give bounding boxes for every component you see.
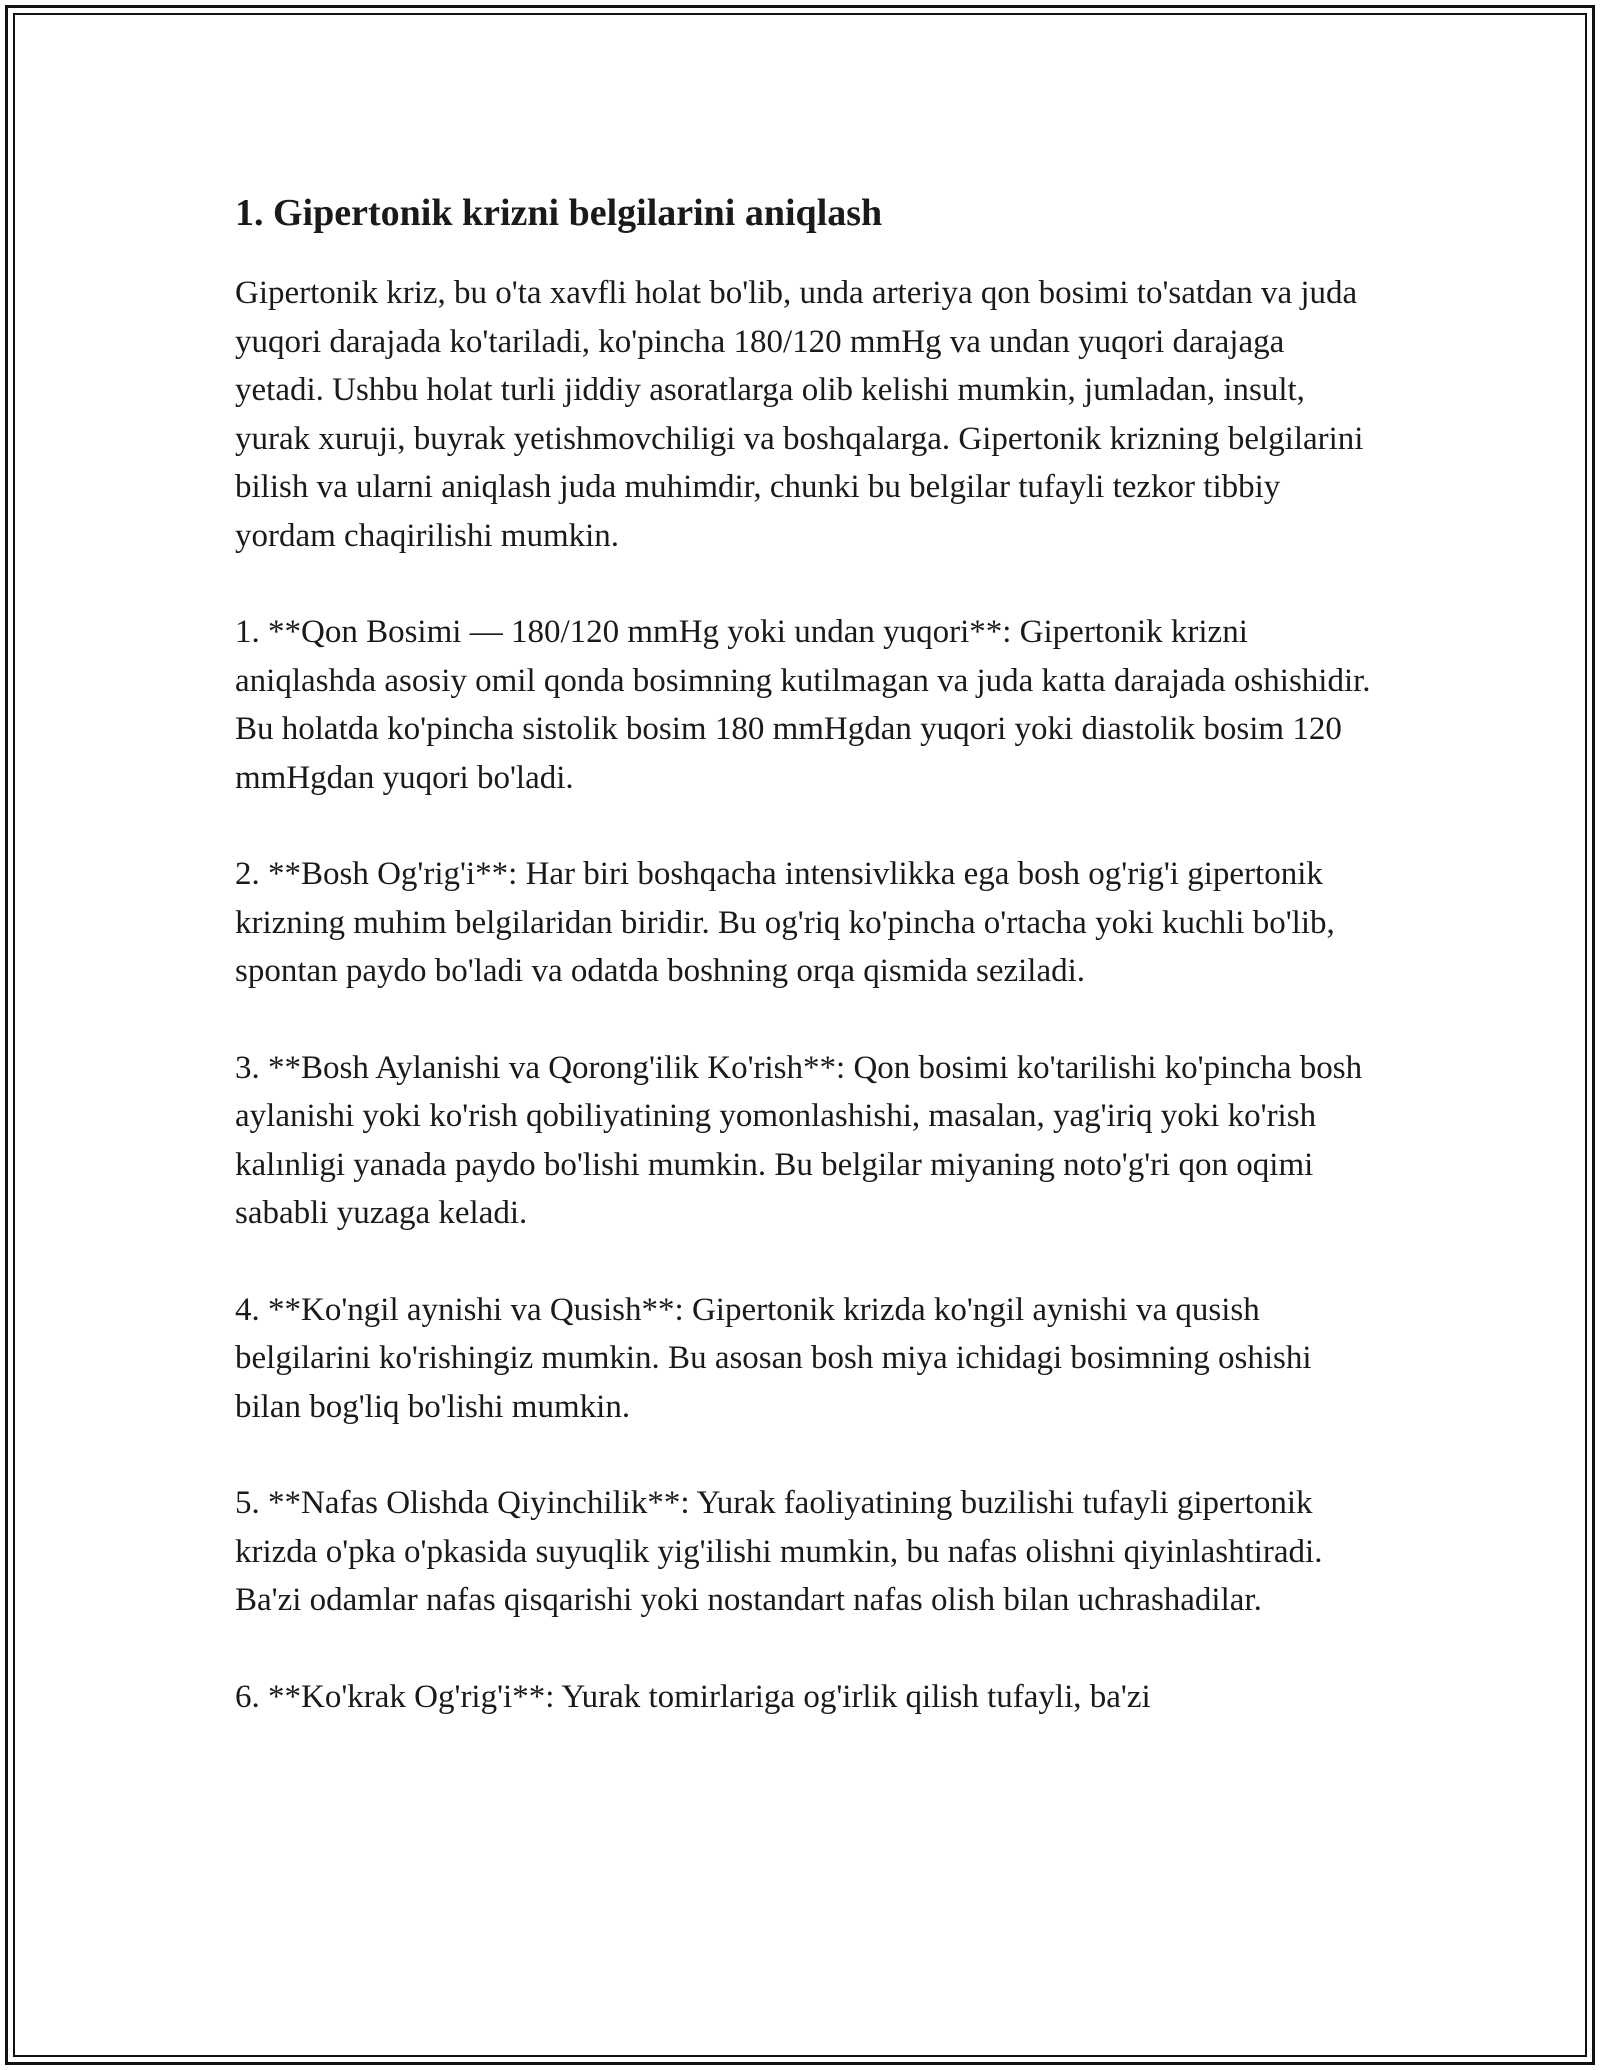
intro-paragraph: Gipertonik kriz, bu o'ta xavfli holat bo'lib, unda arteriya qon bosimi to'satdan va juda yuqori darajada ko'tariladi, ko'pincha 180/120 mmHg va undan yuqori darajaga yetadi. Ushbu holat turli jiddiy asoratlarga olib kelishi mumkin, jumladan, insult, yurak xuruji, buyrak yetishmovchiligi va boshqalarga. Gipertonik krizning belgilarini bilish va ularni aniqlash juda muhimdir, chunki bu belgilar tufayli tezkor tibbiy yordam chaqirilishi mumkin. (235, 275, 1364, 554)
list-item-nausea: 4. **Ko'ngil aynishi va Qusish**: Gipertonik krizda ko'ngil aynishi va qusish belgilarini ko'rishingiz mumkin. Bu asosan bosh miya ichidagi bosimning oshishi bilan bog'liq bo'lishi mumkin. (235, 1291, 1312, 1425)
list-item-breathing: 5. **Nafas Olishda Qiyinchilik**: Yurak faoliyatining buzilishi tufayli gipertonik krizda o'pka o'pkasida suyuqlik yig'ilishi mumkin, bu nafas olishni qiyinlashtiradi. Ba'zi odamlar nafas qisqarishi yoki nostandart nafas olish bilan uchrashadilar. (235, 1485, 1323, 1618)
list-item-chest-pain: 6. **Ko'krak Og'rig'i**: Yurak tomirlariga og'irlik qilish tufayli, ba'zi (235, 1678, 1151, 1715)
document-body (235, 183, 1375, 1721)
list-item-blood-pressure: 1. **Qon Bosimi — 180/120 mmHg yoki undan yuqori**: Gipertonik krizni aniqlashda asosiy omil qonda bosimning kutilmagan va juda katta darajada oshishidir. Bu holatda ko'pincha sistolik bosim 180 mmHgdan yuqori yoki diastolik bosim 120 mmHgdan yuqori bo'ladi. (235, 614, 1371, 796)
list-item-dizziness: 3. **Bosh Aylanishi va Qorong'ilik Ko'rish**: Qon bosimi ko'tarilishi ko'pincha bosh aylanishi yoki ko'rish qobiliyatining yomonlashishi, masalan, yag'iriq yoki ko'rish kalınligi yanada paydo bo'lishi mumkin. Bu belgilar miyaning noto'g'ri qon oqimi sababli yuzaga keladi. (235, 1049, 1363, 1231)
section-heading: 1. Gipertonik krizni belgilarini aniqlash (235, 192, 883, 234)
list-item-headache: 2. **Bosh Og'rig'i**: Har biri boshqacha intensivlikka ega bosh og'rig'i gipertonik krizning muhim belgilaridan biridir. Bu og'riq ko'pincha o'rtacha yoki kuchli bo'lib, spontan paydo bo'ladi va odatda boshning orqa qismida seziladi. (235, 856, 1335, 989)
